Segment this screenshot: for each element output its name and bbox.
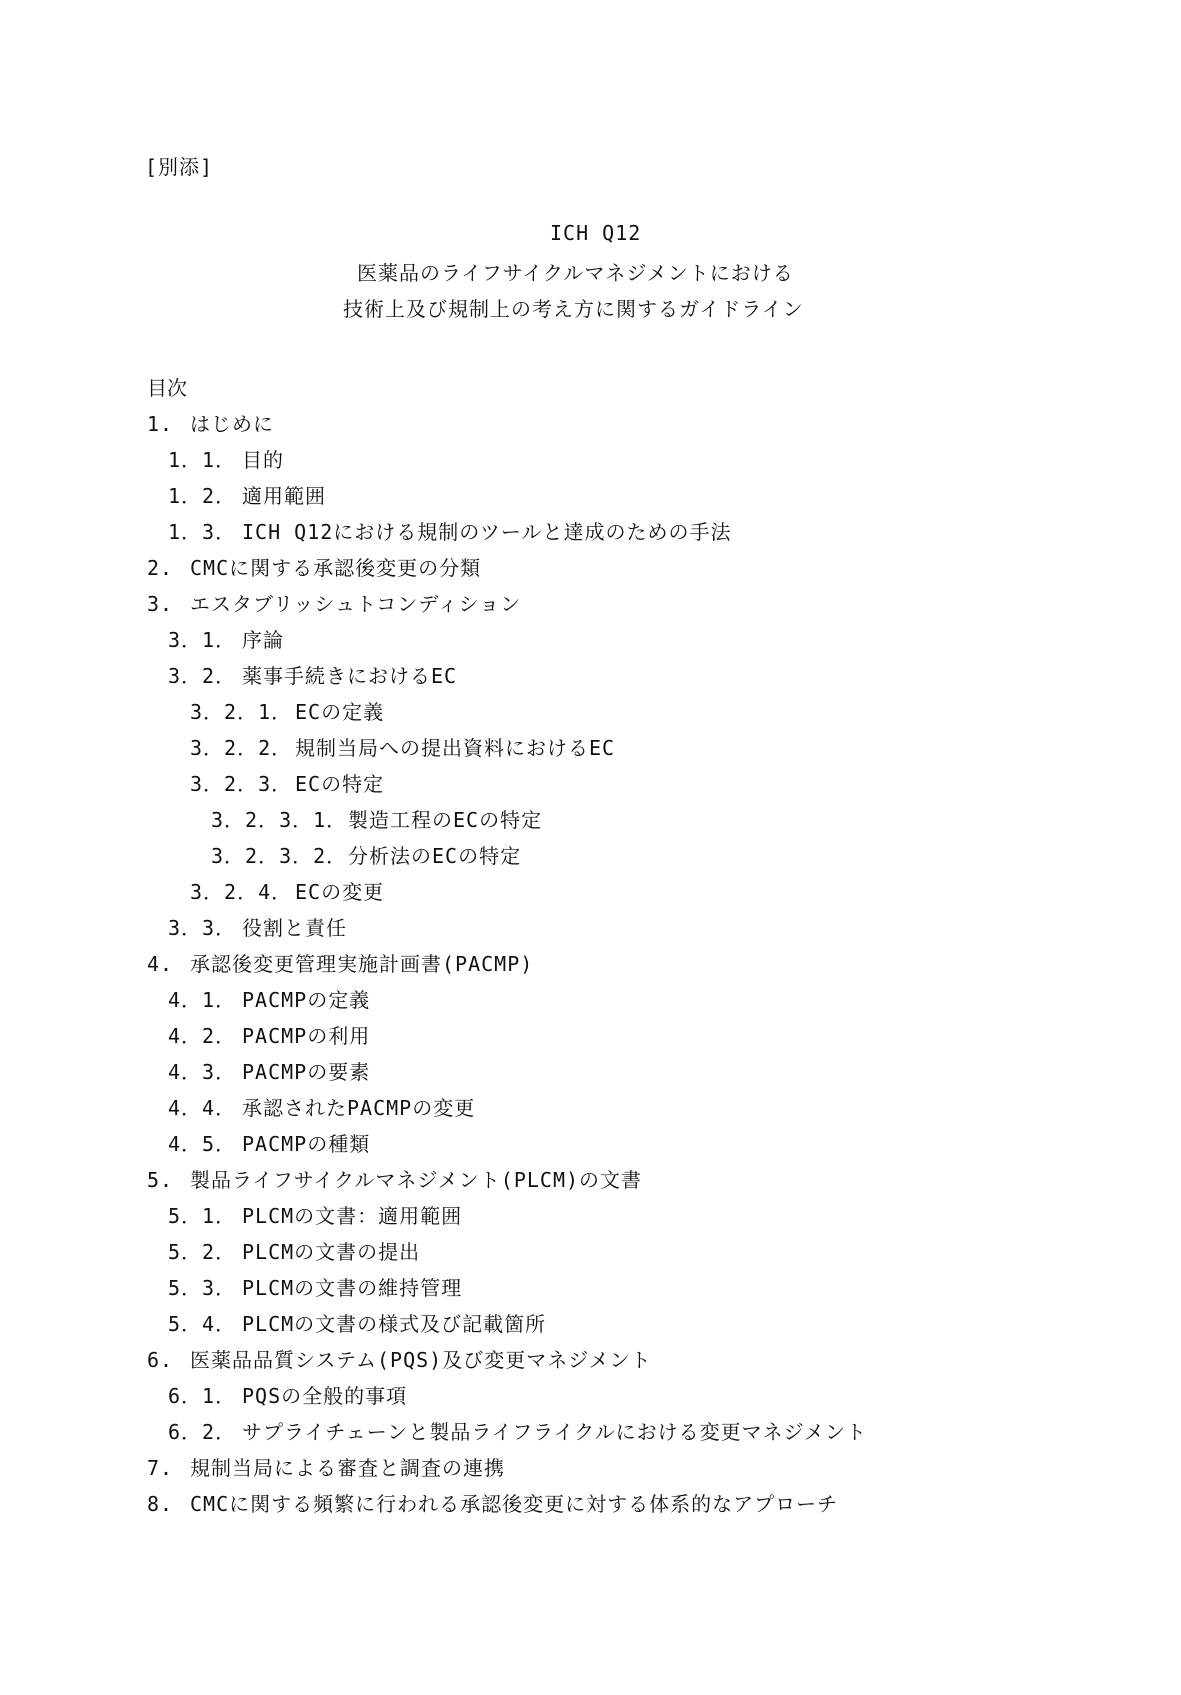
- toc-item-number: 3．2．3．1．: [211, 808, 348, 832]
- toc-item-label: 承認されたPACMPの変更: [242, 1096, 476, 1120]
- toc-item-label: 適用範囲: [242, 484, 326, 508]
- toc-item-label: PLCMの文書：適用範囲: [242, 1204, 463, 1228]
- toc-item[interactable]: [211, 804, 542, 833]
- title-line-2: 医薬品のライフサイクルマネジメントにおける: [357, 261, 794, 285]
- toc-item[interactable]: [168, 912, 347, 941]
- toc-item-label: PLCMの文書の提出: [242, 1240, 421, 1264]
- toc-item-label: ICH Q12における規制のツールと達成のための手法: [242, 520, 732, 544]
- title-line-3: 技術上及び規制上の考え方に関するガイドライン: [343, 297, 804, 321]
- toc-item-label: ECの特定: [295, 772, 385, 796]
- toc-item-number: 3.: [147, 592, 174, 616]
- toc-item[interactable]: [168, 984, 370, 1013]
- toc-item-label: PQSの全般的事項: [242, 1384, 408, 1408]
- toc-item-number: 4.: [147, 952, 174, 976]
- toc-item[interactable]: [168, 1272, 462, 1301]
- toc-item-label: 役割と責任: [242, 916, 347, 940]
- toc-item-label: 製造工程のECの特定: [348, 808, 543, 832]
- toc-item-label: PACMPの種類: [242, 1132, 371, 1156]
- toc-item-number: 3．2．3．2．: [211, 844, 348, 868]
- toc-item-label: 製品ライフサイクルマネジメント(PLCM)の文書: [190, 1168, 643, 1192]
- toc-item[interactable]: [147, 1452, 505, 1481]
- toc-item[interactable]: [168, 1236, 420, 1265]
- toc-item-number: 6．2．: [168, 1420, 237, 1444]
- toc-item-number: 1．3．: [168, 520, 237, 544]
- toc-item-number: 5．3．: [168, 1276, 237, 1300]
- toc-item-number: 8.: [147, 1492, 174, 1516]
- toc-item-label: 医薬品品質システム(PQS)及び変更マネジメント: [190, 1348, 652, 1372]
- toc-item-label: PACMPの利用: [242, 1024, 371, 1048]
- toc-item-label: 目的: [242, 448, 284, 472]
- toc-item[interactable]: [168, 1128, 370, 1157]
- toc-heading: 目次: [147, 376, 187, 400]
- toc-item-label: ECの定義: [295, 700, 385, 724]
- toc-item-number: 2.: [147, 556, 174, 580]
- toc-item-number: 5.: [147, 1168, 174, 1192]
- toc-item-number: 1．1．: [168, 448, 237, 472]
- toc-item-number: 3．3．: [168, 916, 237, 940]
- toc-item[interactable]: [168, 1416, 867, 1445]
- toc-item[interactable]: [211, 840, 521, 869]
- toc-item[interactable]: [190, 768, 384, 797]
- toc-item-number: 5．1．: [168, 1204, 237, 1228]
- toc-item[interactable]: [147, 552, 481, 581]
- toc-item-number: 7.: [147, 1456, 174, 1480]
- toc-item[interactable]: [147, 1344, 652, 1373]
- toc-item-label: PLCMの文書の様式及び記載箇所: [242, 1312, 547, 1336]
- toc-item[interactable]: [147, 948, 533, 977]
- toc-item-number: 3．2．4．: [190, 880, 293, 904]
- toc-item[interactable]: [190, 732, 615, 761]
- annex-label: [別添]: [145, 155, 214, 179]
- toc-item-number: 4．4．: [168, 1096, 237, 1120]
- toc-item[interactable]: [168, 1092, 475, 1121]
- toc-item[interactable]: [190, 696, 384, 725]
- toc-item-number: 6.: [147, 1348, 174, 1372]
- toc-item[interactable]: [147, 408, 274, 437]
- toc-item-label: CMCに関する頻繁に行われる承認後変更に対する体系的なアプローチ: [190, 1492, 839, 1516]
- toc-item-number: 3．2．2．: [190, 736, 293, 760]
- toc-item-label: はじめに: [190, 412, 274, 436]
- toc-item-label: PACMPの定義: [242, 988, 371, 1012]
- toc-item-label: エスタブリッシュトコンディション: [190, 592, 522, 616]
- toc-item-number: 5．2．: [168, 1240, 237, 1264]
- toc-item[interactable]: [168, 1380, 407, 1409]
- toc-item-label: 承認後変更管理実施計画書(PACMP): [190, 952, 534, 976]
- toc-item[interactable]: [168, 1200, 462, 1229]
- toc-item-number: 1.: [147, 412, 174, 436]
- toc-item-label: サプライチェーンと製品ライフライクルにおける変更マネジメント: [242, 1420, 867, 1444]
- toc-item-number: 3．1．: [168, 628, 237, 652]
- toc-item-number: 3．2．: [168, 664, 237, 688]
- toc-item-number: 3．2．3．: [190, 772, 293, 796]
- toc-item[interactable]: [168, 1056, 370, 1085]
- toc-item[interactable]: [168, 444, 284, 473]
- toc-item[interactable]: [168, 516, 732, 545]
- toc-item[interactable]: [168, 660, 457, 689]
- title-line-1: ICH Q12: [550, 221, 642, 245]
- toc-item-number: 4．5．: [168, 1132, 237, 1156]
- toc-item[interactable]: [168, 624, 284, 653]
- toc-item-number: 4．1．: [168, 988, 237, 1012]
- toc-item-label: CMCに関する承認後変更の分類: [190, 556, 482, 580]
- toc-item-label: 序論: [242, 628, 284, 652]
- toc-item-label: PACMPの要素: [242, 1060, 371, 1084]
- toc-item-label: 薬事手続きにおけるEC: [242, 664, 458, 688]
- toc-item-label: 分析法のECの特定: [348, 844, 522, 868]
- toc-item-number: 5．4．: [168, 1312, 237, 1336]
- toc-item[interactable]: [168, 480, 326, 509]
- toc-item[interactable]: [168, 1020, 370, 1049]
- toc-item-number: 1．2．: [168, 484, 237, 508]
- toc-item-label: 規制当局による審査と調査の連携: [190, 1456, 505, 1480]
- toc-item-number: 4．2．: [168, 1024, 237, 1048]
- toc-item[interactable]: [168, 1308, 546, 1337]
- toc-item-number: 6．1．: [168, 1384, 237, 1408]
- toc-item-label: ECの変更: [295, 880, 385, 904]
- toc-item[interactable]: [190, 876, 384, 905]
- toc-item[interactable]: [147, 1164, 642, 1193]
- toc-item[interactable]: [147, 1488, 838, 1517]
- toc-item-number: 3．2．1．: [190, 700, 293, 724]
- toc-item-label: PLCMの文書の維持管理: [242, 1276, 463, 1300]
- toc-item-label: 規制当局への提出資料におけるEC: [295, 736, 616, 760]
- toc-item[interactable]: [147, 588, 521, 617]
- toc-item-number: 4．3．: [168, 1060, 237, 1084]
